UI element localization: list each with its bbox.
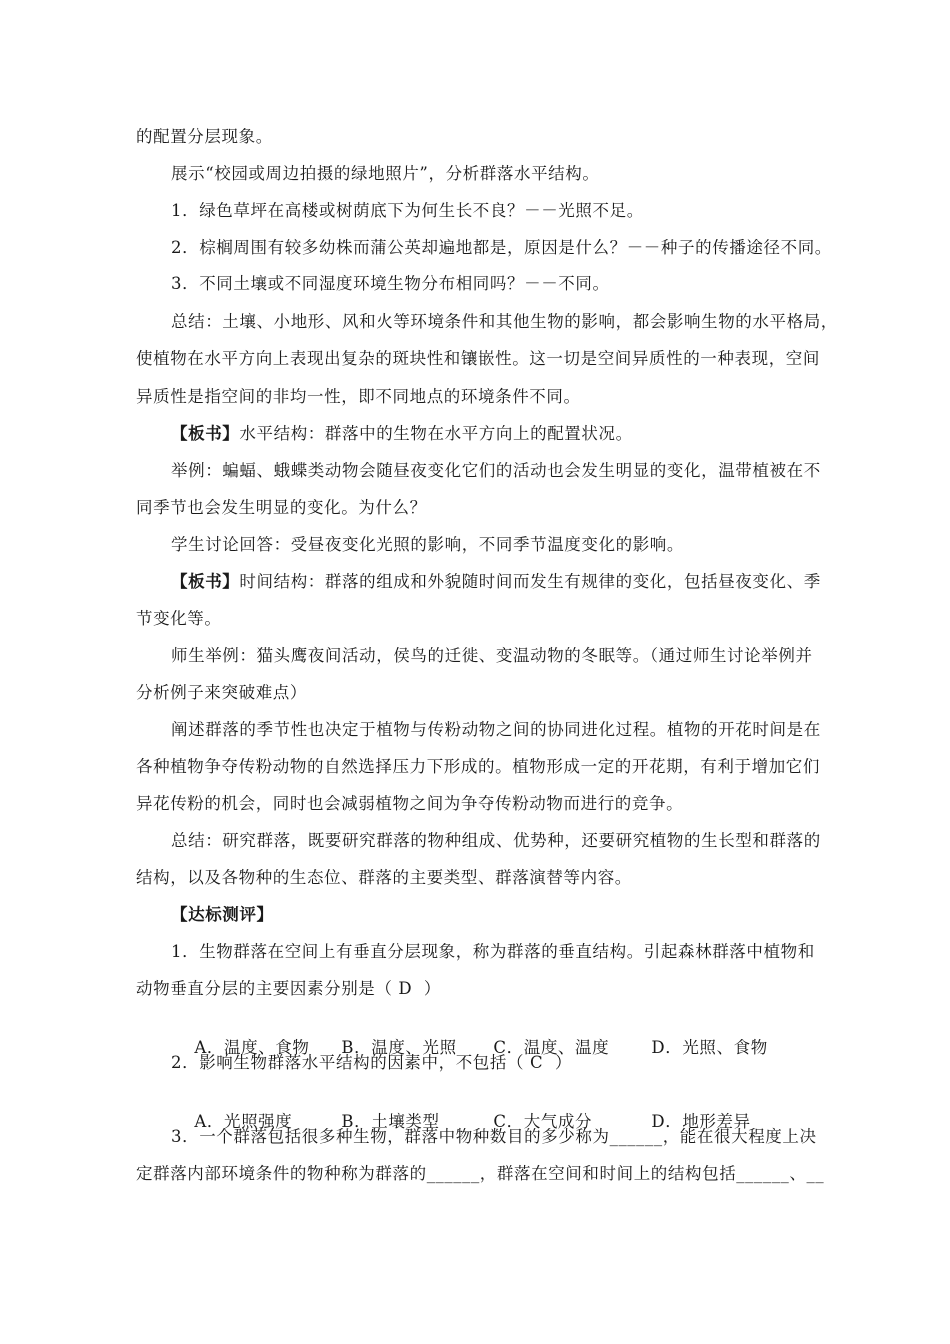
paragraph-line: 师生举例：猫头鹰夜间活动，侯鸟的迁徙、变温动物的冬眠等。（通过师生讨论举例并 xyxy=(171,646,813,665)
option-c: C．温度、温度 xyxy=(493,1038,610,1057)
paragraph-line: 2．棕榈周围有较多幼株而蒲公英却遍地都是，原因是什么？－－种子的传播途径不同。 xyxy=(171,238,832,257)
paragraph-line: 3．不同土壤或不同湿度环境生物分布相同吗？－－不同。 xyxy=(171,274,610,293)
option-a: A．光照强度 xyxy=(194,1112,293,1131)
paragraph-line: 节变化等。 xyxy=(136,609,222,628)
blackboard-note xyxy=(0,423,633,445)
option-d: D．光照、食物 xyxy=(651,1038,768,1057)
paragraph-line: 学生讨论回答：受昼夜变化光照的影响，不同季节温度变化的影响。 xyxy=(171,535,684,554)
question-line: 3．一个群落包括很多种生物，群落中物种数目的多少称为______，能在很大程度上决 xyxy=(171,1127,817,1146)
blackboard-text: 时间结构：群落的组成和外貌随时间而发生有规律的变化，包括昼夜变化、季 xyxy=(239,572,821,591)
paragraph-line: 结构，以及各物种的生态位、群落的主要类型、群落演替等内容。 xyxy=(136,868,632,887)
question-line: 动物垂直分层的主要因素分别是（ D ） xyxy=(136,979,441,998)
option-b: B．土壤类型 xyxy=(341,1112,440,1131)
question-line: 2．影响生物群落水平结构的因素中，不包括（ C ） xyxy=(171,1053,572,1072)
paragraph-line: 1．绿色草坪在高楼或树荫底下为何生长不良？－－光照不足。 xyxy=(171,201,644,220)
option-c: C．大气成分 xyxy=(493,1112,593,1131)
option-d: D．地形差异 xyxy=(651,1112,751,1131)
question-line: 定群落内部环境条件的物种称为群落的______，群落在空间和时间上的结构包括______、__ xyxy=(136,1164,825,1183)
paragraph-line: 的配置分层现象。 xyxy=(136,127,273,146)
paragraph-line: 总结：研究群落，既要研究群落的物种组成、优势种，还要研究植物的生长型和群落的 xyxy=(171,831,821,850)
paragraph-line: 分析例子来突破难点） xyxy=(136,683,307,702)
paragraph-line: 使植物在水平方向上表现出复杂的斑块性和镶嵌性。这一切是空间异质性的一种表现，空间 xyxy=(136,349,820,368)
paragraph-line: 展示“校园或周边拍摄的绿地照片”，分析群落水平结构。 xyxy=(171,164,600,183)
blackboard-text: 水平结构：群落中的生物在水平方向上的配置状况。 xyxy=(239,424,633,443)
paragraph-line: 异花传粉的机会，同时也会减弱植物之间为争夺传粉动物而进行的竞争。 xyxy=(136,794,684,813)
paragraph-line: 举例：蝙蝠、蛾蝶类动物会随昼夜变化它们的活动也会发生明显的变化，温带植被在不 xyxy=(171,461,821,480)
paragraph-line: 同季节也会发生明显的变化。为什么？ xyxy=(136,498,427,517)
paragraph-line: 各种植物争夺传粉动物的自然选择压力下形成的。植物形成一定的开花期，有利于增加它们 xyxy=(136,757,820,776)
question-line: 1．生物群落在空间上有垂直分层现象，称为群落的垂直结构。引起森林群落中植物和 xyxy=(171,942,815,961)
blackboard-note xyxy=(0,571,821,593)
paragraph-line: 阐述群落的季节性也决定于植物与传粉动物之间的协同进化过程。植物的开花时间是在 xyxy=(171,720,821,739)
paragraph-line: 总结：土壤、小地形、风和火等环境条件和其他生物的影响，都会影响生物的水平格局， xyxy=(171,312,838,331)
blackboard-tag: 【板书】 xyxy=(171,572,240,591)
option-a: A．温度、食物 xyxy=(194,1038,310,1057)
paragraph-line: 异质性是指空间的非均一性，即不同地点的环境条件不同。 xyxy=(136,387,581,406)
blackboard-tag: 【板书】 xyxy=(171,424,240,443)
option-b: B．温度、光照 xyxy=(341,1038,457,1057)
section-heading: 【达标测评】 xyxy=(171,905,274,924)
